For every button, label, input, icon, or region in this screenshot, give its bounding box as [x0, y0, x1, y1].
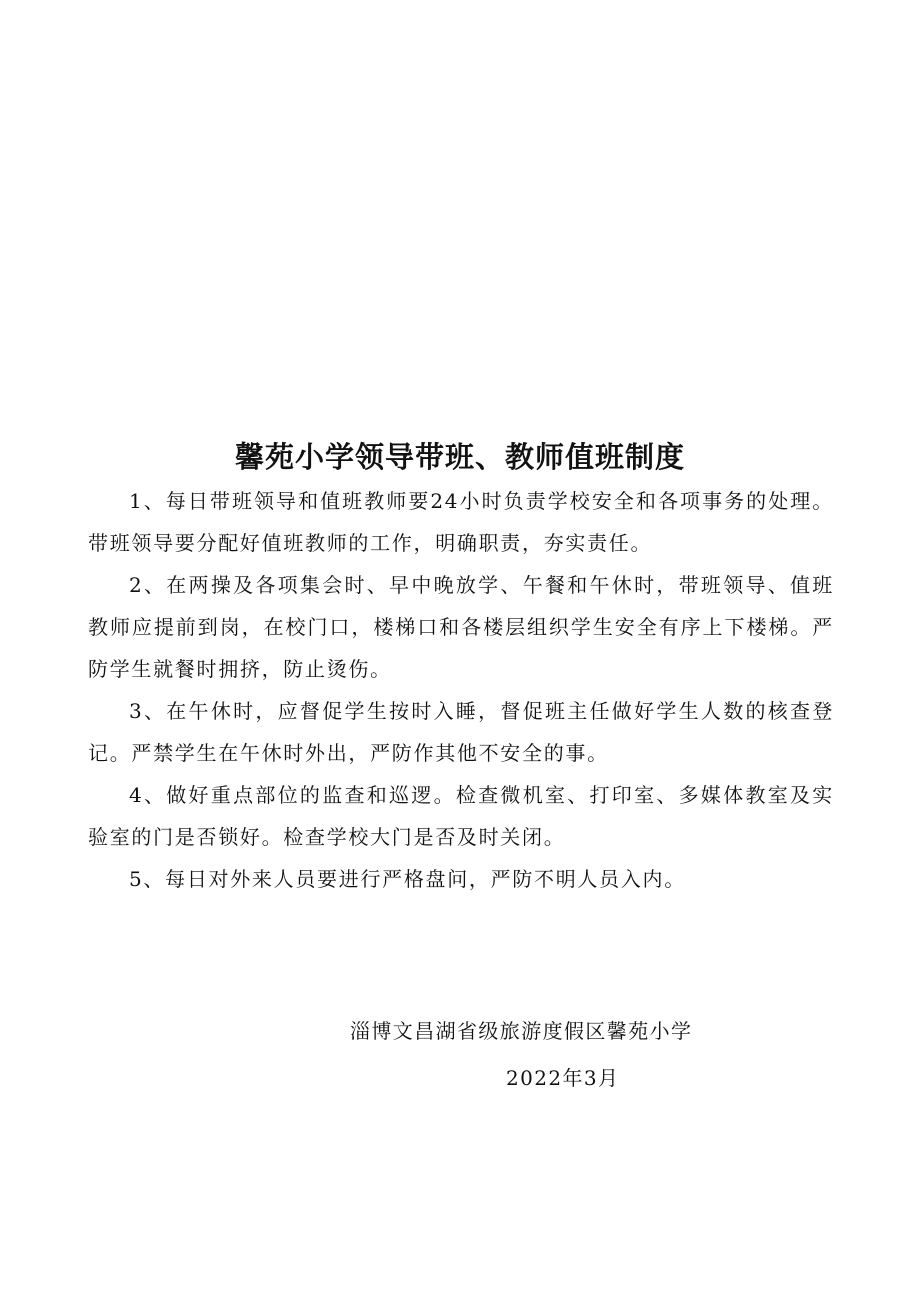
document-body	[88, 480, 834, 900]
paragraph-1: 1、每日带班领导和值班教师要24小时负责学校安全和各项事务的处理。带班领导要分配好值班教师的工作，明确职责，夯实责任。	[88, 489, 834, 555]
signature-organization: 淄博文昌湖省级旅游度假区馨苑小学	[350, 1019, 693, 1043]
paragraph-2: 2、在两操及各项集会时、早中晚放学、午餐和午休时，带班领导、值班教师应提前到岗，在校门口，楼梯口和各楼层组织学生安全有序上下楼梯。严防学生就餐时拥挤，防止烫伤。	[88, 573, 834, 681]
paragraph-3: 3、在午休时，应督促学生按时入睡，督促班主任做好学生人数的核查登记。严禁学生在午休时外出，严防作其他不安全的事。	[88, 699, 834, 765]
document-title: 馨苑小学领导带班、教师值班制度	[234, 440, 685, 475]
paragraph-4: 4、做好重点部位的监查和巡逻。检查微机室、打印室、多媒体教室及实验室的门是否锁好。检查学校大门是否及时关闭。	[88, 783, 834, 849]
paragraph-5: 5、每日对外来人员要进行严格盘问，严防不明人员入内。	[129, 867, 686, 891]
signature-date: 2022年3月	[506, 1066, 620, 1090]
